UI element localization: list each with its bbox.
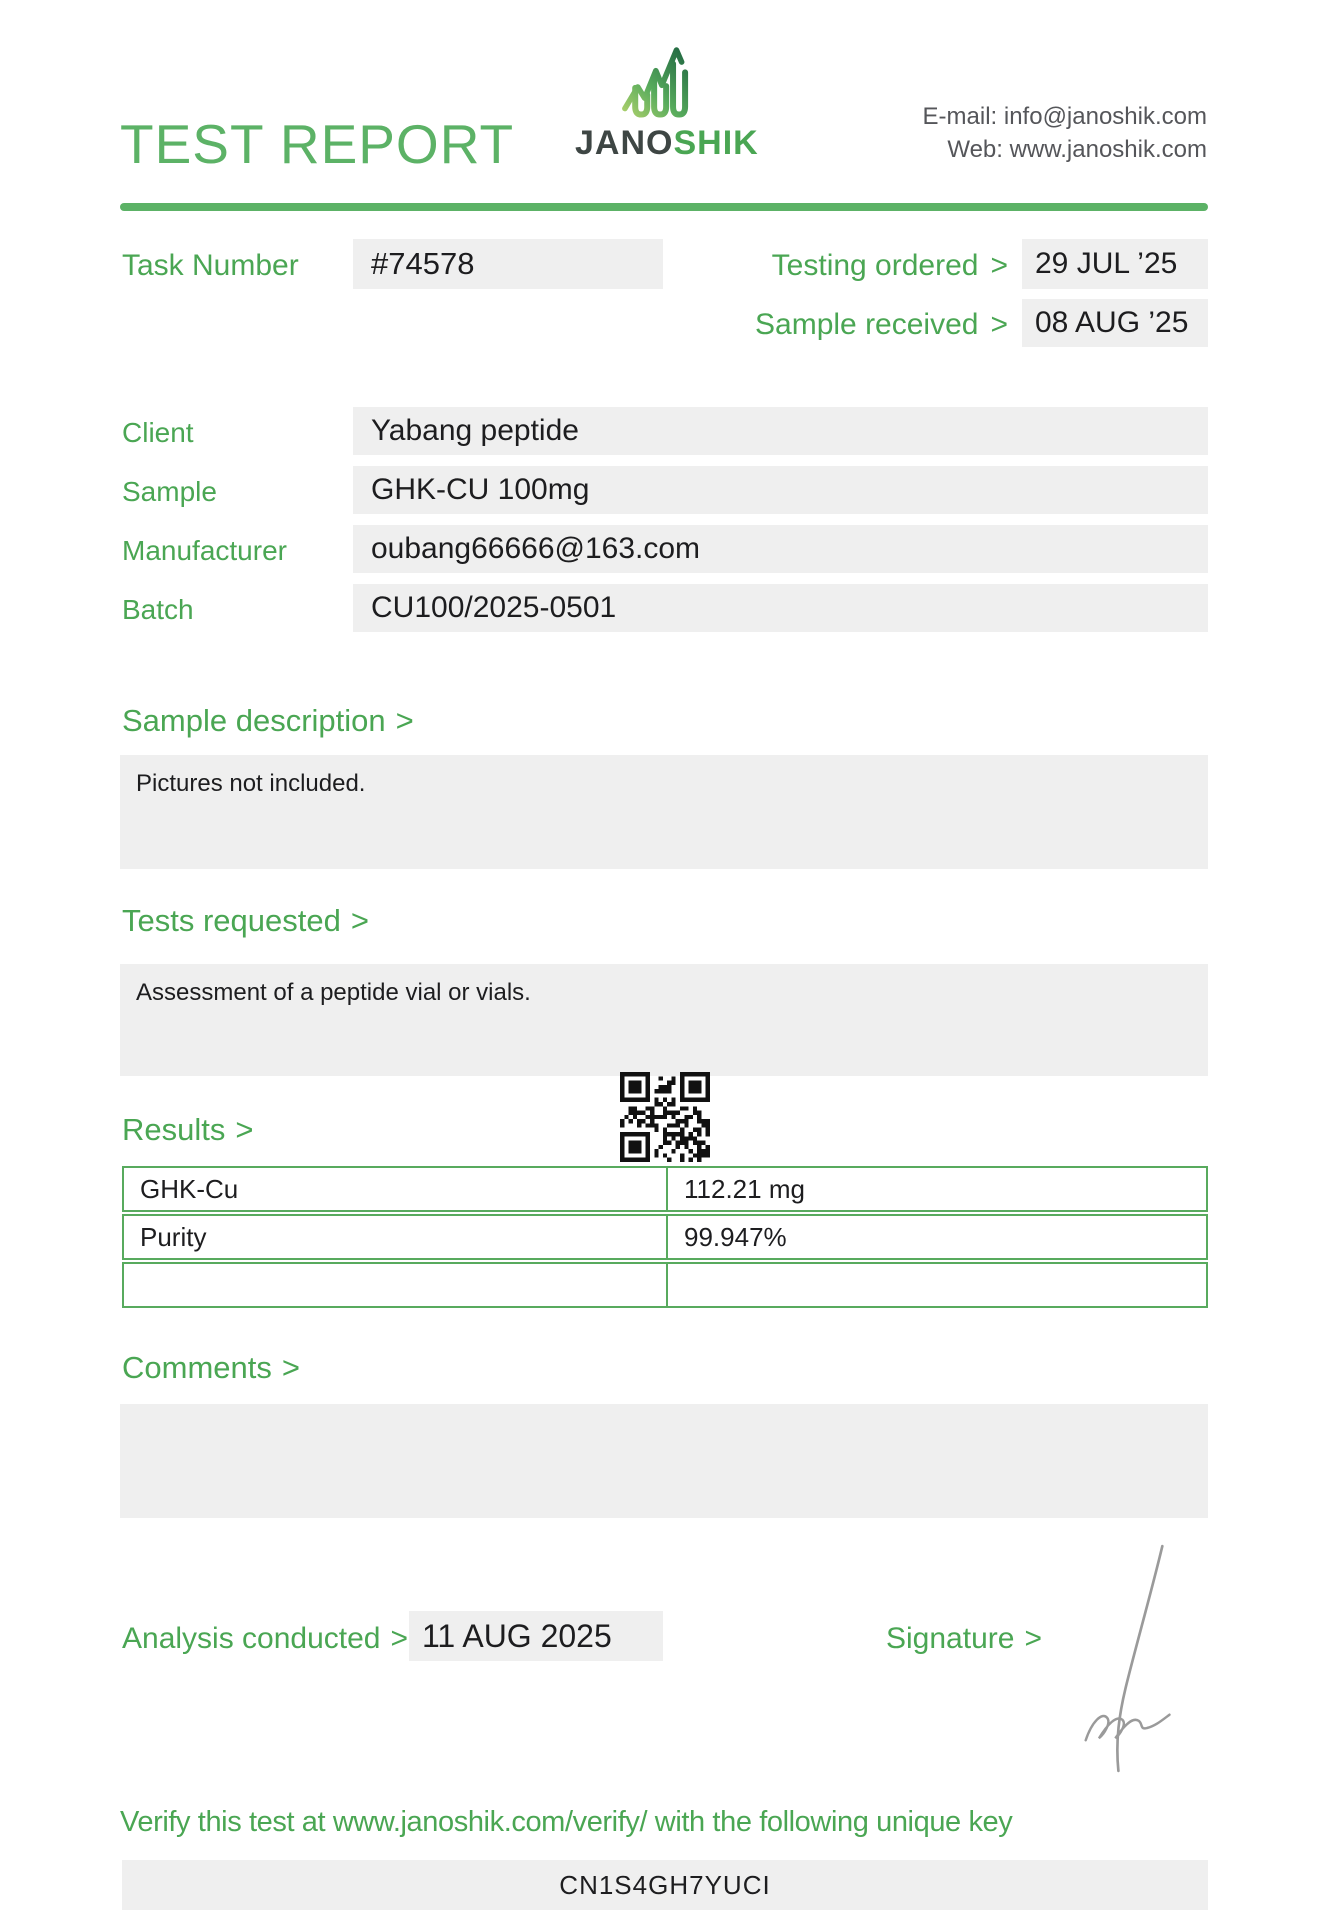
result-row-1	[122, 1166, 1208, 1212]
tests-requested-box: Assessment of a peptide vial or vials.	[120, 964, 1208, 1076]
info-value-client: Yabang peptide	[353, 407, 1208, 455]
result-value-cell: 99.947%	[684, 1222, 787, 1252]
info-value-batch: CU100/2025-0501	[353, 584, 1208, 632]
contact-email: E-mail: info@janoshik.com	[922, 103, 1207, 130]
chevron-icon: >	[990, 249, 1008, 282]
signature-image	[1056, 1540, 1191, 1775]
result-row-3	[122, 1262, 1208, 1308]
comments-heading-text: Comments	[122, 1350, 272, 1385]
sample-received-label-row	[626, 308, 1008, 342]
page-title: TEST REPORT	[120, 113, 515, 175]
logo-chart-icon	[618, 38, 704, 124]
task-number-value: #74578	[353, 239, 663, 289]
info-label-batch: Batch	[122, 594, 194, 625]
result-value-cell: 112.21 mg	[684, 1174, 805, 1204]
comments-box	[120, 1404, 1208, 1518]
chevron-icon: >	[395, 703, 414, 738]
info-label-manufacturer: Manufacturer	[122, 535, 287, 566]
info-label-sample: Sample	[122, 476, 217, 507]
info-value-manufacturer: oubang66666@163.com	[353, 525, 1208, 573]
result-name-cell	[124, 1264, 668, 1306]
logo-text-green: SHIK	[673, 124, 759, 162]
qr-code	[620, 1072, 710, 1162]
comments-heading	[122, 1350, 300, 1386]
logo-wordmark	[575, 124, 759, 163]
sample-description-heading-text: Sample description	[122, 703, 386, 738]
chevron-icon: >	[350, 903, 369, 938]
testing-ordered-label-row	[626, 249, 1008, 283]
signature-label-row	[886, 1622, 1042, 1656]
verify-text: Verify this test at www.janoshik.com/verify/ with the following unique key	[120, 1806, 1013, 1838]
contact-web: Web: www.janoshik.com	[947, 136, 1207, 163]
chevron-icon: >	[281, 1350, 300, 1385]
result-value-cell	[668, 1264, 1206, 1306]
chevron-icon: >	[235, 1112, 254, 1147]
tests-requested-heading	[122, 903, 369, 939]
analysis-date-value: 11 AUG 2025	[409, 1611, 663, 1661]
chevron-icon: >	[390, 1622, 409, 1655]
result-name-cell: GHK-Cu	[124, 1168, 668, 1210]
contact-block	[923, 100, 1207, 166]
sample-description-box: Pictures not included.	[120, 755, 1208, 869]
analysis-conducted-label-row	[122, 1622, 408, 1656]
logo-text-dark: JANO	[575, 124, 674, 162]
unique-key-value: CN1S4GH7YUCI	[122, 1860, 1208, 1910]
tests-requested-heading-text: Tests requested	[122, 903, 341, 938]
testing-ordered-value: 29 JUL ’25	[1022, 239, 1208, 289]
results-heading-text: Results	[122, 1112, 226, 1147]
sample-received-value: 08 AUG ’25	[1022, 299, 1208, 347]
signature-label: Signature	[886, 1622, 1015, 1655]
info-value-sample: GHK-CU 100mg	[353, 466, 1208, 514]
testing-ordered-label: Testing ordered	[771, 249, 979, 282]
sample-received-label: Sample received	[755, 308, 979, 341]
header-divider	[120, 203, 1208, 211]
chevron-icon: >	[1024, 1622, 1042, 1655]
task-number-label: Task Number	[122, 249, 299, 282]
result-row-2	[122, 1214, 1208, 1260]
results-heading	[122, 1112, 253, 1148]
chevron-icon: >	[990, 308, 1008, 341]
analysis-conducted-label: Analysis conducted	[122, 1622, 381, 1655]
info-label-client: Client	[122, 417, 194, 448]
result-name-cell: Purity	[124, 1216, 668, 1258]
sample-description-heading	[122, 703, 414, 739]
